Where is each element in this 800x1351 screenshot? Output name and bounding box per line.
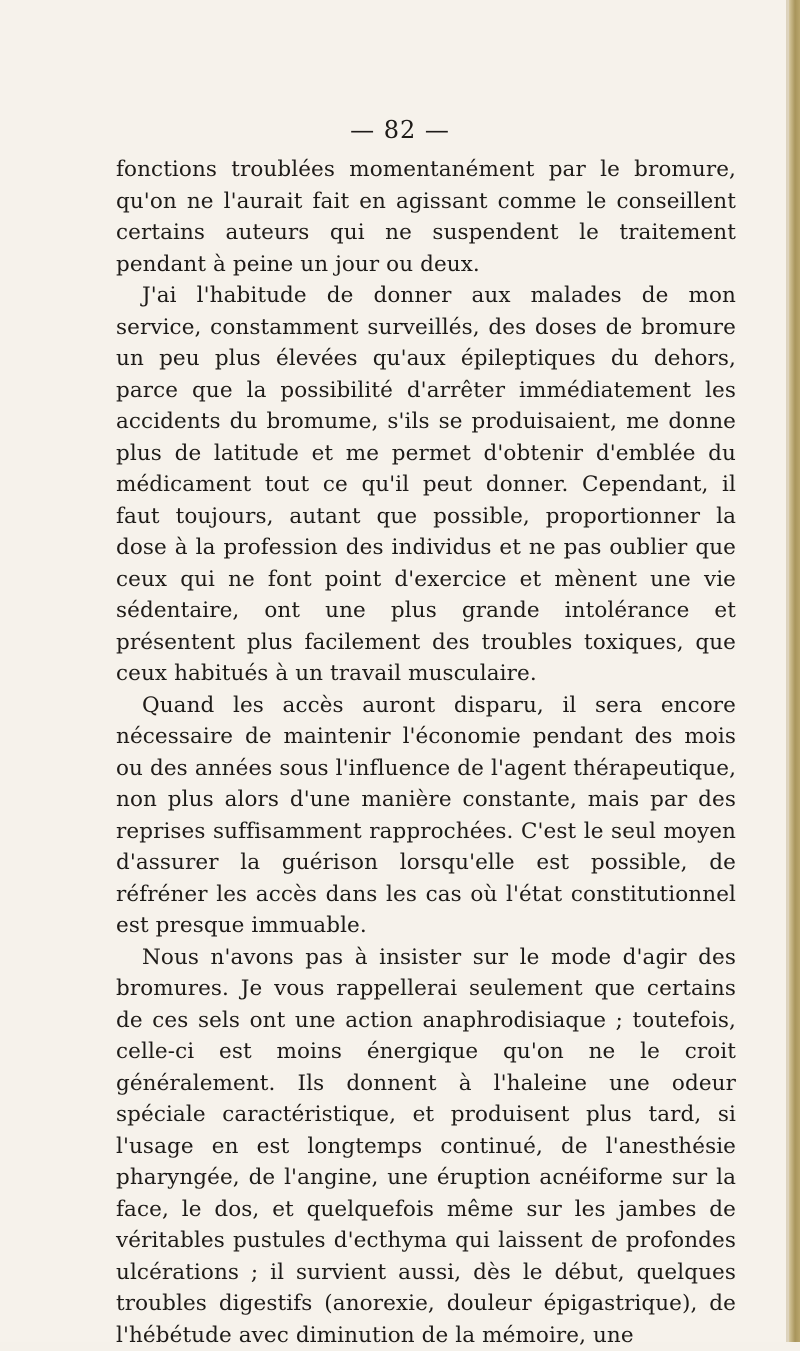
body-text <box>116 154 736 1351</box>
paragraph-1-continued: fonctions troublées momentanément par le bromure, qu'on ne l'aurait fait en agissant comme le conseillent certains auteurs qui ne suspendent le traitement pendant à peine un jour ou deux. <box>116 154 736 280</box>
page-edge-binding <box>786 0 800 1342</box>
paragraph-3: Quand les accès auront disparu, il sera encore nécessaire de maintenir l'économie pendant des mois ou des années sous l'influence de l'agent thérapeutique, non plus alors d'une manière constante, mais par des reprises suffisamment rapprochées. C'est le seul moyen d'assurer la guérison lorsqu'elle est possible, de réfréner les accès dans les cas où l'état constitutionnel est presque immuable. <box>116 690 736 942</box>
paragraph-2: J'ai l'habitude de donner aux malades de mon service, constamment surveillés, des doses de bromure un peu plus élevées qu'aux épileptiques du dehors, parce que la possibilité d'arrêter immédiatement les accidents du bromume, s'ils se produisaient, me donne plus de latitude et me permet d'obtenir d'emblée du médicament tout ce qu'il peut donner. Cependant, il faut toujours, autant que possible, proportionner la dose à la profession des individus et ne pas oublier que ceux qui ne font point d'exercice et mènent une vie sédentaire, ont une plus grande intolérance et présentent plus facilement des troubles toxiques, que ceux habitués à un travail musculaire. <box>116 280 736 690</box>
paragraph-4: Nous n'avons pas à insister sur le mode d'agir des bromures. Je vous rappellerai seulement que certains de ces sels ont une action anaphrodisiaque ; toutefois, celle-ci est moins énergique qu'on ne le croit généralement. Ils donnent à l'haleine une odeur spéciale caractéristique, et produisent plus tard, si l'usage en est longtemps continué, de l'anesthésie pharyngée, de l'angine, une éruption acnéiforme sur la face, le dos, et quelquefois même sur les jambes de véritables pustules d'ecthyma qui laissent de profondes ulcérations ; il survient aussi, dès le début, quelques troubles digestifs (anorexie, douleur épigastrique), de l'hébétude avec diminution de la mémoire, une <box>116 942 736 1351</box>
page-number: — 82 — <box>0 116 800 144</box>
